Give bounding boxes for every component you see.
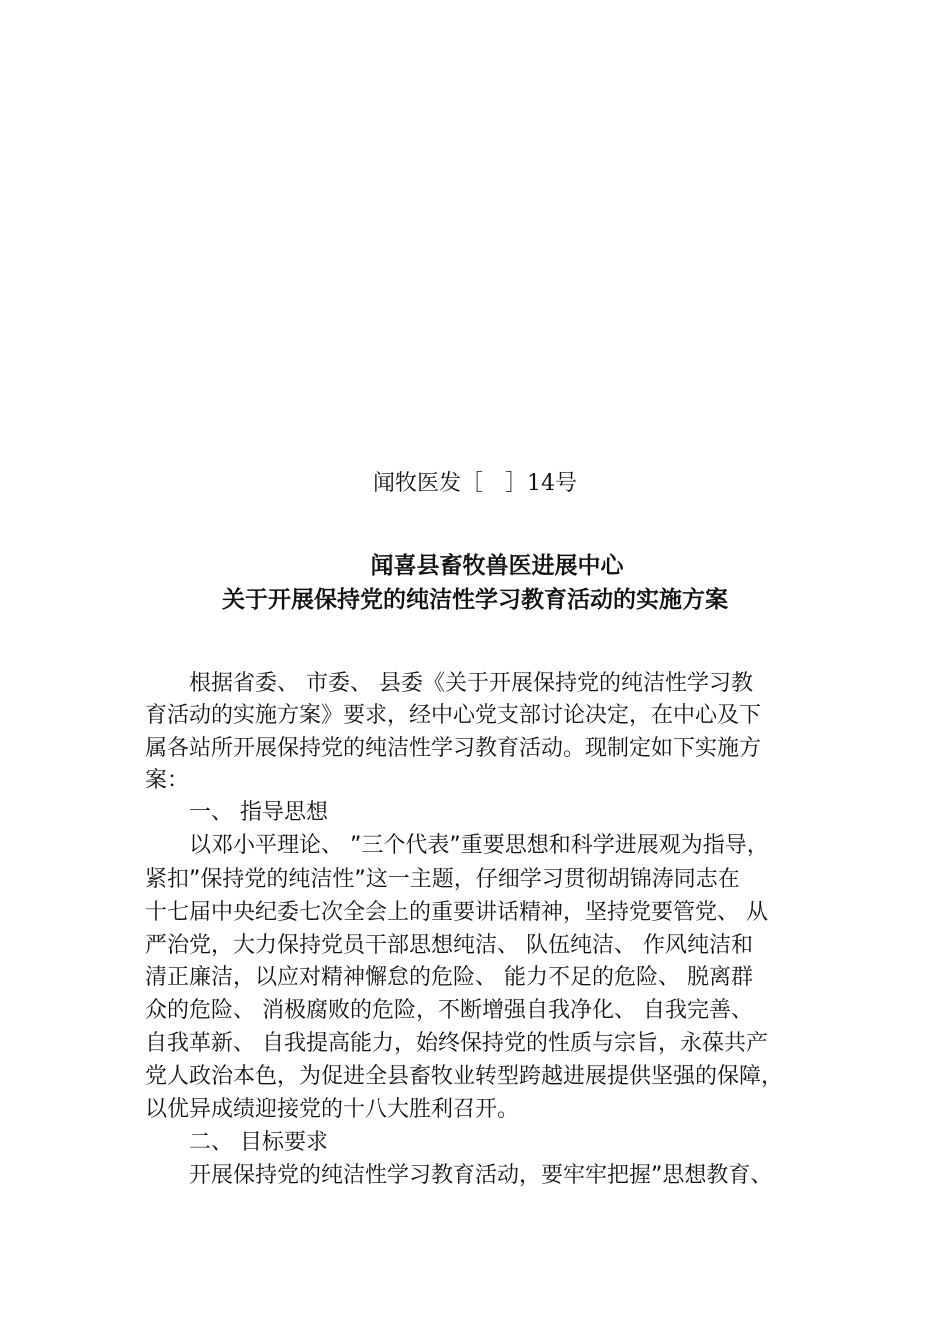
body-line: 众的危险、 消极腐败的危险，不断增强自我净化、 自我完善、 [145,998,753,1023]
body-line: 党人政治本色，为促进全县畜牧业转型跨越进展提供坚强的保障， [145,1064,784,1089]
document-title-subject: 关于开展保持党的纯洁性学习教育活动的实施方案 [222,587,728,613]
body-line: 以邓小平理论、 ”三个代表”重要思想和科学进展观为指导， [145,833,769,858]
body-line: 育活动的实施方案》要求，经中心党支部讨论决定，在中心及下 [145,703,762,728]
section-heading: 二、 目标要求 [145,1130,328,1155]
body-line: 严治党，大力保持党员干部思想纯洁、 队伍纯洁、 作风纯洁和 [145,933,753,958]
body-line: 开展保持党的纯洁性学习教育活动，要牢牢把握”思想教育、 [145,1163,773,1188]
body-line: 自我革新、 自我提高能力，始终保持党的性质与宗旨，永葆共产 [145,1031,768,1056]
body-line: 属各站所开展保持党的纯洁性学习教育活动。现制定如下实施方 [145,736,762,761]
section-heading: 一、 指导思想 [145,800,328,825]
body-line: 十七届中央纪委七次全会上的重要讲话精神，坚持党要管党、 从 [145,900,768,925]
body-line: 案： [145,768,190,793]
document-title-issuer: 闻喜县畜牧兽医进展中心 [370,553,624,579]
body-line: 根据省委、 市委、 县委《关于开展保持党的纯洁性学习教 [145,671,753,696]
document-number: 闻牧医发［ ］14号 [373,471,577,496]
body-line: 紧扣”保持党的纯洁性”这一主题，仔细学习贯彻胡锦涛同志在 [145,867,740,892]
body-line: 以优异成绩迎接党的十八大胜利召开。 [145,1097,520,1122]
body-line: 清正廉洁，以应对精神懈怠的危险、 能力不足的危险、 脱离群 [145,965,753,990]
